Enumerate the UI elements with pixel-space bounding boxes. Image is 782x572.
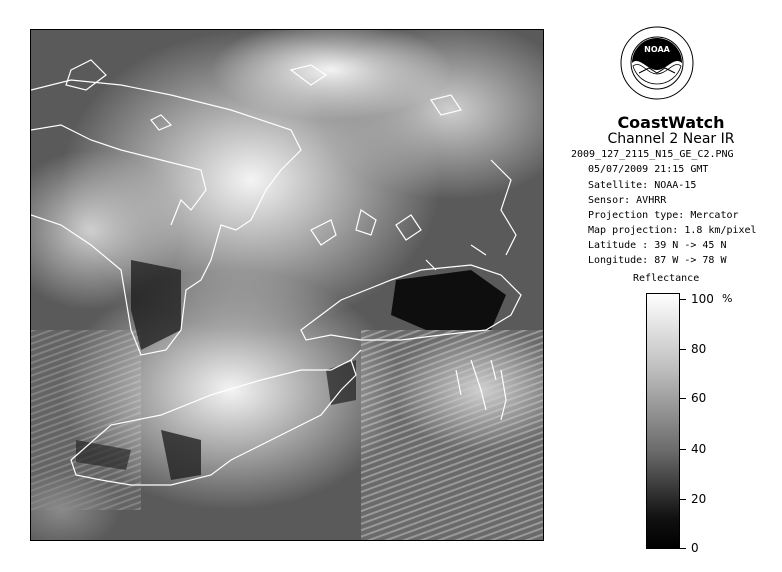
legend-tick: [680, 299, 686, 300]
legend-unit: %: [722, 292, 733, 305]
projection-type-text: Projection type: Mercator: [588, 210, 739, 221]
legend-tick-label: 80: [691, 342, 707, 356]
legend-tick: [680, 349, 686, 350]
reflectance-colorbar: [646, 293, 680, 549]
datetime-text: 05/07/2009 21:15 GMT: [588, 164, 709, 175]
noaa-logo: [619, 18, 695, 108]
channel-subtitle: Channel 2 Near IR: [607, 131, 735, 147]
satellite-text: Satellite: NOAA-15: [588, 180, 697, 191]
legend-tick-label: 40: [691, 442, 707, 456]
legend-tick-label: 0: [691, 541, 699, 555]
legend-tick-label: 60: [691, 391, 707, 405]
latitude-text: Latitude : 39 N -> 45 N: [588, 240, 727, 251]
map-svg: [31, 30, 543, 540]
legend-tick: [680, 499, 686, 500]
map-projection-text: Map projection: 1.8 km/pixel: [588, 225, 757, 236]
legend-tick: [680, 398, 686, 399]
longitude-text: Longitude: 87 W -> 78 W: [588, 255, 727, 266]
legend-tick: [680, 548, 686, 549]
legend-tick: [680, 449, 686, 450]
satellite-map[interactable]: [30, 29, 544, 541]
legend-tick-label: 100: [691, 292, 714, 306]
logo-text: NOAA: [644, 45, 670, 54]
noaa-logo-icon: [619, 18, 695, 108]
product-title: CoastWatch: [617, 113, 725, 132]
legend-tick-label: 20: [691, 492, 707, 506]
sensor-text: Sensor: AVHRR: [588, 195, 667, 206]
filename-text: 2009_127_2115_N15_GE_C2.PNG: [571, 149, 734, 160]
legend-label: Reflectance: [633, 273, 700, 284]
